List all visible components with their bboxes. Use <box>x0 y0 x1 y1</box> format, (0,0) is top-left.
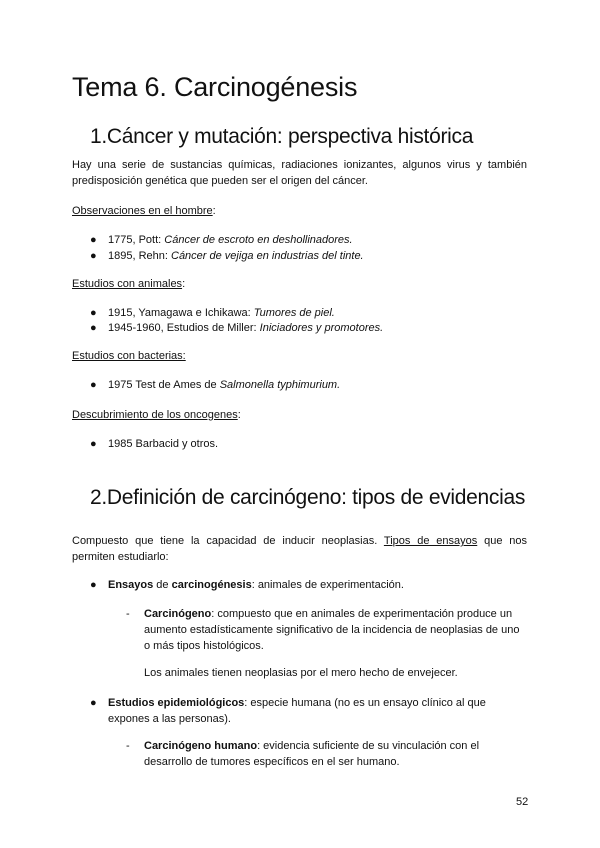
page-number: 52 <box>516 796 529 808</box>
list-item: ● 1775, Pott: Cáncer de escroto en deshollinadores. <box>90 234 353 246</box>
list-item: ● 1895, Rehn: Cáncer de vejiga en industrias del tinte. <box>90 250 364 262</box>
section-1-title: Cáncer y mutación: perspectiva histórica <box>106 125 474 148</box>
list-item: ● 1975 Test de Ames de Salmonella typhimurium. <box>90 379 341 391</box>
sub-item-carcinogeno-humano: Carcinógeno humano: evidencia suficiente de su vinculación con el desarrollo de tumores específicos en el ser humano. <box>144 740 480 768</box>
bullet-icon: ● <box>90 579 97 591</box>
list-item-epidemiologicos: ● Estudios epidemiológicos: especie humana (no es un ensayo clínico al que expones a las personas). <box>90 697 486 725</box>
section-2-heading <box>90 486 525 510</box>
dash-icon: - <box>126 740 130 752</box>
section-2-title: Definición de carcinógeno: tipos de evidencias <box>106 486 526 509</box>
section-1-heading <box>90 125 473 149</box>
group-label-animales: Estudios con animales: <box>72 278 186 290</box>
section-1-number: 1. <box>90 125 107 148</box>
group-label-oncogenes: Descubrimiento de los oncogenes: <box>72 409 241 421</box>
bullet-icon: ● <box>90 379 97 391</box>
group-label-observaciones: Observaciones en el hombre: <box>72 205 216 217</box>
section-1-intro: Hay una serie de sustancias químicas, radiaciones ionizantes, algunos virus y también predisposición genética que pueden ser el origen del cáncer. <box>72 159 527 187</box>
section-2-number: 2. <box>90 486 107 509</box>
tipos-de-ensayos-link: Tipos de ensayos <box>383 535 478 547</box>
page-title: Tema 6. Carcinogénesis <box>72 72 358 102</box>
bullet-icon: ● <box>90 250 97 262</box>
bullet-icon: ● <box>90 697 97 709</box>
bullet-icon: ● <box>90 307 97 319</box>
bullet-icon: ● <box>90 322 97 334</box>
bullet-icon: ● <box>90 234 97 246</box>
dash-icon: - <box>126 608 130 620</box>
section-2-intro: Compuesto que tiene la capacidad de inducir neoplasias. Tipos de ensayos que nos permiten estudiarlo: <box>72 535 527 563</box>
sub-item-carcinogeno: Carcinógeno: compuesto que en animales de experimentación produce un aumento estadísticamente significativo de la incidencia de neoplasias de uno o más tipos histológicos. <box>144 608 520 652</box>
group-label-bacterias: Estudios con bacterias: <box>72 350 186 362</box>
list-item: ● 1915, Yamagawa e Ichikawa: Tumores de piel. <box>90 307 335 319</box>
bullet-icon: ● <box>90 438 97 450</box>
sub-note-envejecer: Los animales tienen neoplasias por el mero hecho de envejecer. <box>144 667 458 679</box>
list-item-ensayos: ● Ensayos de carcinogénesis: animales de experimentación. <box>90 579 404 591</box>
list-item: ● 1985 Barbacid y otros. <box>90 438 219 450</box>
list-item: ● 1945-1960, Estudios de Miller: Iniciadores y promotores. <box>90 322 384 334</box>
